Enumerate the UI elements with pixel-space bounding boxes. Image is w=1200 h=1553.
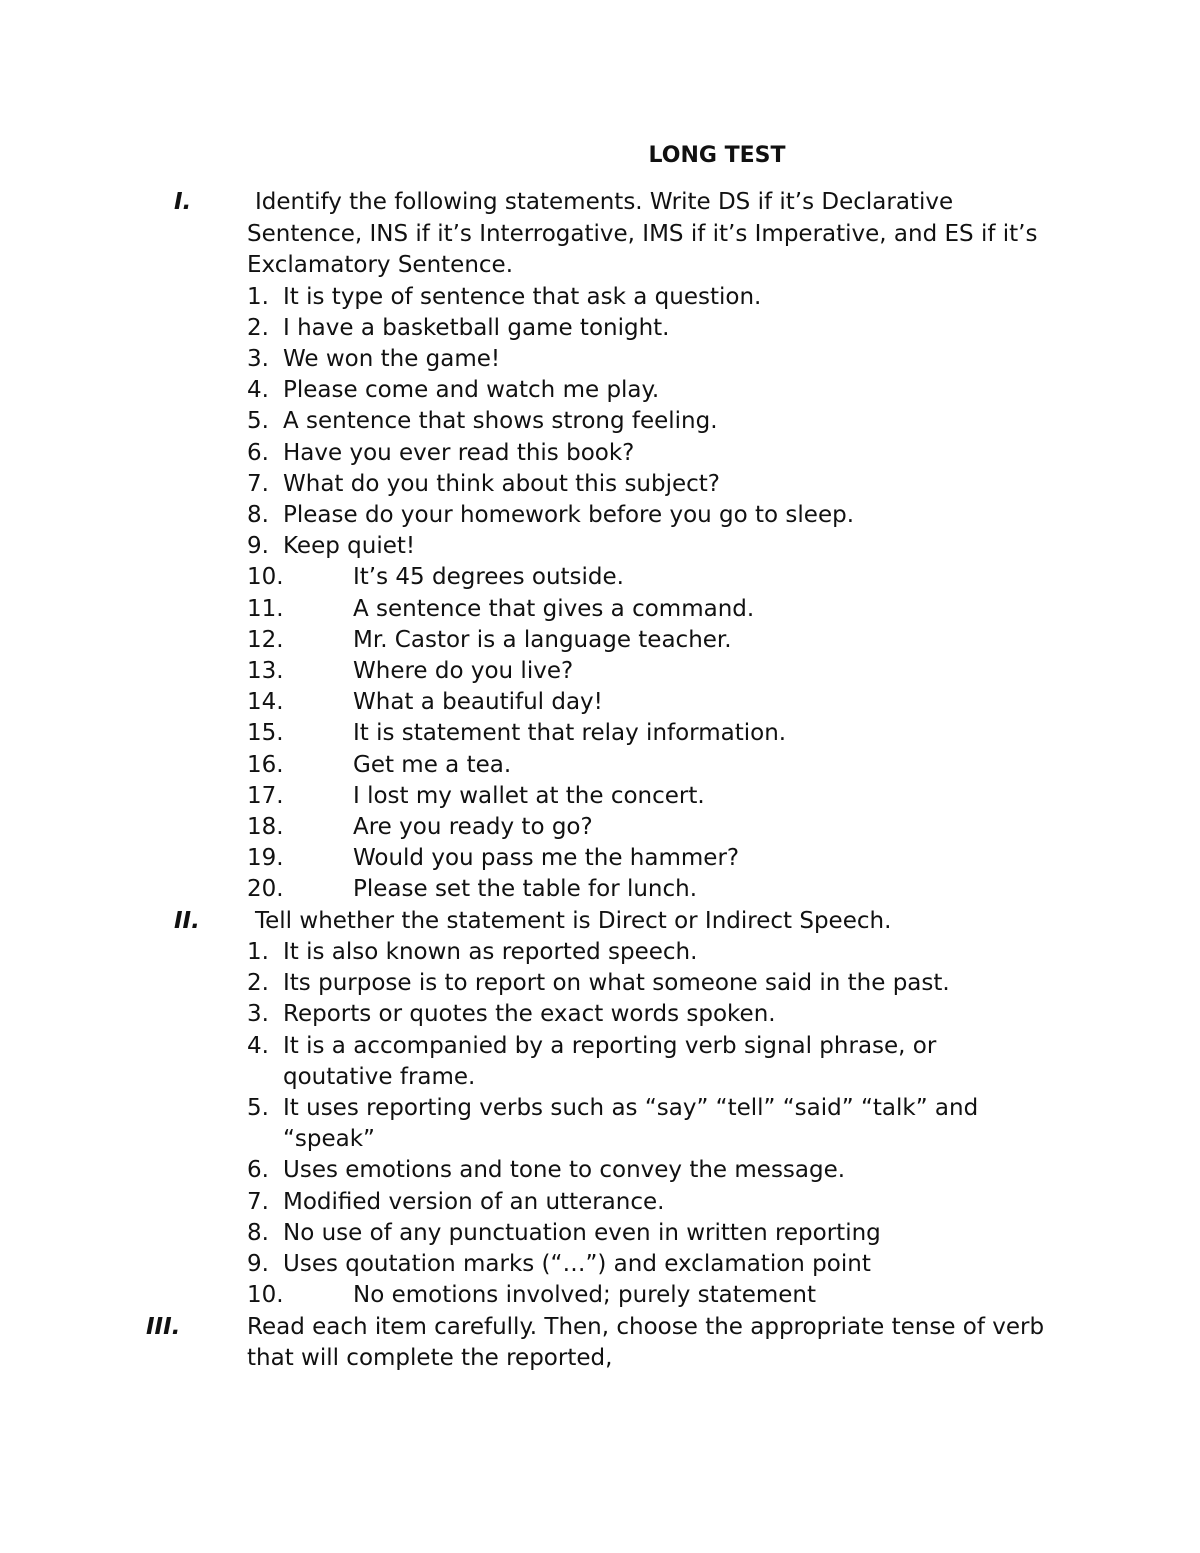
item-text: Modified version of an utterance. [283,1188,665,1215]
item-number: 6. [247,1157,269,1184]
item-number: 13. [247,657,284,684]
list-item [0,406,1200,437]
item-number: 9. [247,1251,269,1278]
section-2 [0,906,1200,1312]
list-item [0,594,1200,625]
list-item [0,282,1200,313]
item-text: Its purpose is to report on what someone said in the past. [283,970,950,997]
item-text: Mr. Castor is a language teacher. [353,626,732,653]
item-number: 8. [247,1219,269,1246]
item-text: What a beautiful day! [353,689,603,716]
item-text: Keep quiet! [283,533,416,560]
page-title: LONG TEST [648,143,786,168]
list-item [0,812,1200,843]
item-number: 20. [247,876,284,903]
item-text: No emotions involved; purely statement [353,1282,817,1309]
list-item [0,968,1200,999]
item-number: 12. [247,626,284,653]
list-item [0,500,1200,531]
item-text: No use of any punctuation even in written reporting [283,1219,881,1246]
item-number: 5. [247,1095,269,1122]
item-number: 4. [247,377,269,404]
section-2-items [0,937,1200,1311]
item-text: Where do you live? [353,657,574,684]
item-text: It is type of sentence that ask a question. [283,283,762,310]
item-number: 7. [247,470,269,497]
item-text: It’s 45 degrees outside. [353,564,624,591]
list-item [0,469,1200,500]
section-1 [0,187,1200,906]
section-3-instruction: Read each item carefully. Then, choose the appropriate tense of verb that will complete the reported, [247,1313,1045,1371]
list-item [0,1031,1200,1093]
list-item [0,438,1200,469]
list-item [0,843,1200,874]
list-item [0,1155,1200,1186]
item-number: 10. [247,564,284,591]
list-item [0,999,1200,1030]
item-number: 17. [247,782,284,809]
item-number: 16. [247,751,284,778]
item-number: 18. [247,813,284,840]
list-item [0,781,1200,812]
item-number: 14. [247,689,284,716]
list-item [0,562,1200,593]
list-item [0,1249,1200,1280]
section-3 [0,1312,1200,1375]
item-text: Are you ready to go? [353,813,593,840]
item-number: 3. [247,1001,269,1028]
item-text: It uses reporting verbs such as “say” “tell” “said” “talk” and “speak” [283,1095,979,1153]
list-item [0,1218,1200,1249]
item-text: Reports or quotes the exact words spoken. [283,1001,776,1028]
test-content [0,187,1200,1375]
item-number: 6. [247,439,269,466]
list-item [0,1280,1200,1311]
item-number: 10. [247,1282,284,1309]
section-1-items [0,282,1200,906]
item-number: 2. [247,314,269,341]
item-text: A sentence that shows strong feeling. [283,408,718,435]
item-text: Uses qoutation marks (“…”) and exclamation point [283,1251,871,1278]
list-item [0,313,1200,344]
item-text: I have a basketball game tonight. [283,314,670,341]
item-number: 1. [247,283,269,310]
item-text: What do you think about this subject? [283,470,721,497]
item-number: 4. [247,1032,269,1059]
section-2-instruction: Tell whether the statement is Direct or Indirect Speech. [255,907,892,934]
list-item [0,1187,1200,1218]
item-number: 3. [247,345,269,372]
item-text: Have you ever read this book? [283,439,635,466]
item-text: We won the game! [283,345,501,372]
item-number: 2. [247,970,269,997]
item-number: 8. [247,501,269,528]
list-item [0,874,1200,905]
section-1-numeral: I. [174,189,192,215]
list-item [0,718,1200,749]
item-number: 1. [247,939,269,966]
item-text: Uses emotions and tone to convey the message. [283,1157,846,1184]
item-number: 11. [247,595,284,622]
item-number: 9. [247,533,269,560]
item-text: Would you pass me the hammer? [353,845,740,872]
item-text: Please come and watch me play. [283,377,660,404]
item-number: 7. [247,1188,269,1215]
list-item [0,375,1200,406]
list-item [0,656,1200,687]
list-item [0,531,1200,562]
list-item [0,344,1200,375]
item-text: It is also known as reported speech. [283,939,698,966]
item-number: 19. [247,845,284,872]
list-item [0,750,1200,781]
list-item [0,937,1200,968]
item-text: I lost my wallet at the concert. [353,782,705,809]
list-item [0,687,1200,718]
section-3-numeral: III. [146,1313,181,1340]
item-text: It is a accompanied by a reporting verb signal phrase, or qoutative frame. [283,1032,937,1090]
item-text: Please do your homework before you go to sleep. [283,501,855,528]
item-text: A sentence that gives a command. [353,595,755,622]
item-text: It is statement that relay information. [353,720,787,747]
list-item [0,625,1200,656]
section-2-numeral: II. [174,907,200,934]
item-number: 5. [247,408,269,435]
item-text: Please set the table for lunch. [353,876,698,903]
item-number: 15. [247,720,284,747]
list-item [0,1093,1200,1155]
section-1-instruction: Identify the following statements. Write DS if it’s Declarative Sentence, INS if it’s Interrogative, IMS if it’s Imperative, and ES if it’s Exclamatory Sentence. [247,189,1038,278]
item-text: Get me a tea. [353,751,512,778]
